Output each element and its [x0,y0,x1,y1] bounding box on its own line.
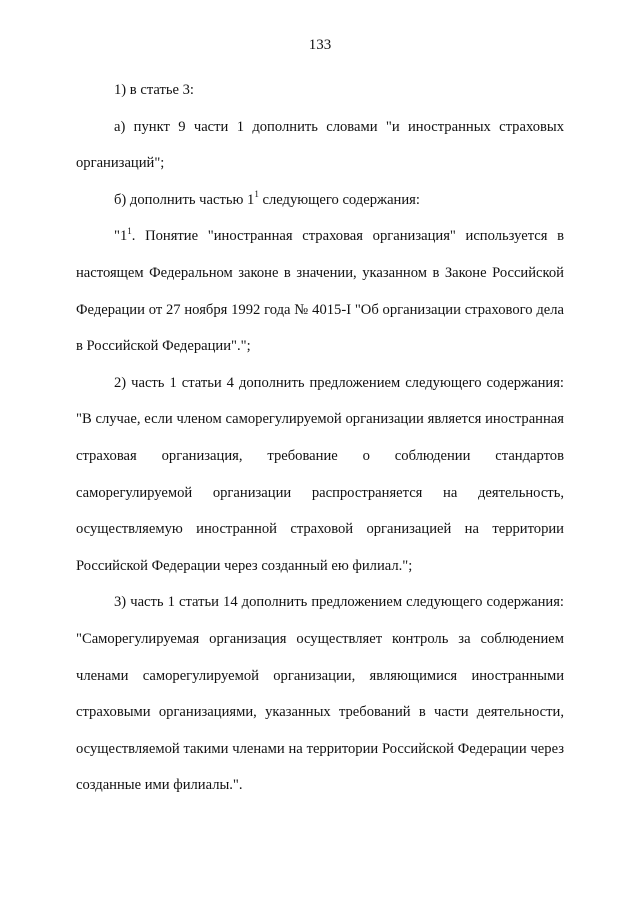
superscript: 1 [254,188,259,199]
text-run: следующего содержания: [258,191,420,208]
paragraph-article-14: 3) часть 1 статьи 14 дополнить предложением следующего содержания: "Саморегулируемая организация осуществляет контроль за соблюдением членами саморегулируемой организации, являющимися иностранными страховыми организациями, указанных требований в части деятельности, осуществляемой такими членами на территории Российской Федерации через созданные ими филиалы.". [76,594,564,794]
paragraph-item-b [76,182,564,219]
paragraph-item-a: а) пункт 9 части 1 дополнить словами "и иностранных страховых организаций"; [76,118,564,172]
document-body [76,72,564,804]
paragraph-part-1-1 [76,218,564,364]
page-number: 133 [308,37,332,53]
text-run: б) дополнить частью 1 [114,191,255,208]
text-run: "1 [114,228,128,245]
paragraph-article-4: 2) часть 1 статьи 4 дополнить предложением следующего содержания: "В случае, если членом саморегулируемой организации является иностранная страховая организация, требование о соблюдении стандартов саморегулируемой организации распространяется на деятельность, осуществляемую иностранной страховой организацией на территории Российской Федерации через созданный ею филиал."; [76,374,564,574]
paragraph-article-3: 1) в статье 3: [114,82,194,98]
superscript: 1 [127,225,132,236]
text-run: . Понятие "иностранная страховая организация" используется в настоящем Федеральном законе в значении, указанном в Законе Российской Федерации от 27 ноября 1992 года № 4015-I "Об организации страхового дела в Российской Федерации"."; [76,228,564,355]
